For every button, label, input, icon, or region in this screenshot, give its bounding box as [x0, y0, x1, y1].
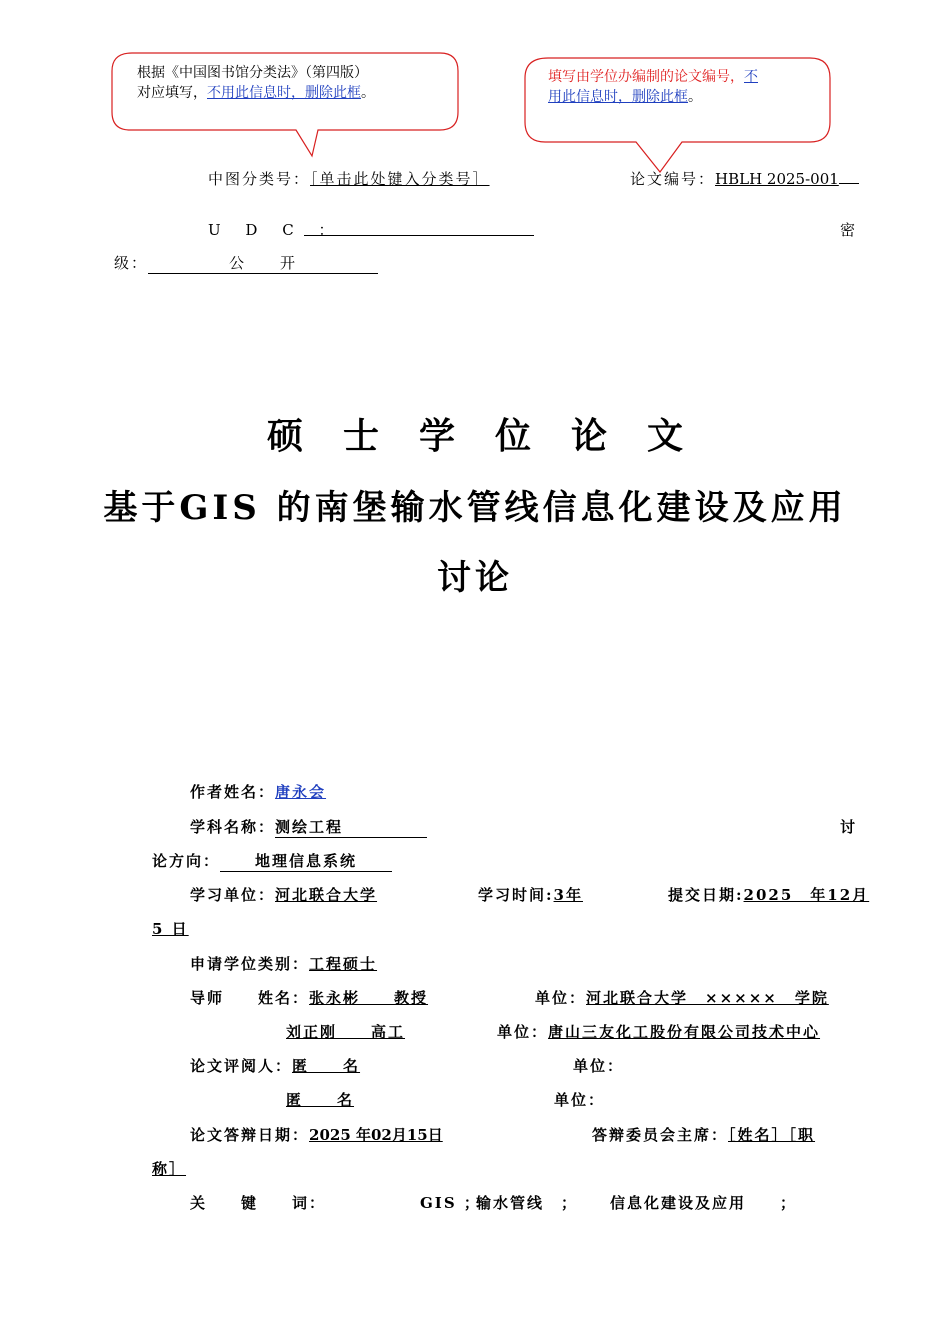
submit-row — [668, 884, 869, 905]
study-time-row — [478, 884, 582, 905]
advisor2-unit-row — [497, 1021, 820, 1042]
advisor1-name[interactable]: 张永彬 教授 — [309, 989, 429, 1007]
keywords-label: 关 键 词： — [190, 1194, 327, 1212]
advisor1-unit-row — [535, 987, 829, 1008]
keyword-2: 输水管线 ； — [476, 1194, 579, 1212]
keywords-row — [190, 1192, 326, 1213]
chair-label: 答辩委员会主席： — [592, 1126, 729, 1144]
advisor2-row — [286, 1021, 405, 1042]
thesis-no-row — [630, 168, 859, 189]
delete-box-link-right-part1[interactable]: 不 — [744, 69, 758, 85]
reviewer1-row — [190, 1055, 360, 1076]
unit-value[interactable]: 河北联合大学 — [275, 886, 378, 904]
advisor2-unit-label: 单位： — [497, 1023, 549, 1041]
author-label: 作者姓名： — [190, 783, 276, 801]
author-value[interactable]: 唐永会 — [275, 783, 327, 801]
callout-right-text: 填写由学位办编制的论文编号，不 用此信息时，删除此框。 — [548, 69, 758, 105]
advisor2-unit[interactable]: 唐山三友化工股份有限公司技术中心 — [548, 1023, 821, 1041]
udc-label: U D C ： — [208, 221, 344, 239]
thesis-title-line2: 讨论 — [437, 558, 513, 598]
reviewer2-row — [286, 1089, 354, 1110]
degree-type-value[interactable]: 工程硕士 — [309, 955, 378, 973]
delete-box-link-left[interactable]: 不用此信息时，删除此框 — [207, 85, 361, 101]
direction-value[interactable]: 地理信息系统 — [220, 850, 392, 872]
thesis-no-label: 论文编号： — [630, 170, 716, 188]
degree-type-row — [190, 953, 377, 974]
secret-value[interactable]: 公 开 — [148, 252, 378, 274]
callout-left-text: 根据《中国图书馆分类法》（第四版） 对应填写，不用此信息时，删除此框。 — [137, 65, 375, 101]
submit-label: 提交日期: — [668, 886, 744, 904]
keyword-1: GIS ； — [420, 1194, 481, 1212]
chair-row — [592, 1124, 815, 1145]
unit-label: 学习单位： — [190, 886, 276, 904]
callout-left-line2: 对应填写， — [137, 85, 207, 101]
reviewer2-name[interactable]: 匿 名 — [286, 1091, 355, 1109]
udc-input[interactable] — [304, 219, 534, 236]
study-time-value[interactable]: 3年 — [553, 886, 583, 904]
submit-value-part2: 5 日 — [152, 920, 189, 938]
direction-label: 论方向： — [152, 852, 221, 870]
clc-label: 中图分类号： — [208, 170, 311, 188]
defense-date-row — [190, 1124, 443, 1145]
advisor2-name[interactable]: 刘正刚 高工 — [286, 1023, 406, 1041]
direction-row — [152, 850, 392, 872]
thesis-no-value[interactable]: HBLH 2025-001 — [715, 170, 839, 188]
advisor1-row — [190, 987, 428, 1008]
defense-date-label: 论文答辩日期： — [190, 1126, 310, 1144]
submit-value[interactable]: 2025 年12月 — [743, 886, 870, 904]
subject-row — [190, 816, 427, 838]
chair-value[interactable]: ［姓名］［职 — [728, 1126, 816, 1144]
reviewer-label: 论文评阅人： — [190, 1057, 293, 1075]
thesis-title-line1: 基于GIS 的南堡输水管线信息化建设及应用 — [103, 488, 847, 528]
advisor1-unit[interactable]: 河北联合大学 ××××× 学院 — [586, 989, 829, 1007]
clc-input[interactable]: ［单击此处键入分类号］ — [310, 170, 490, 188]
defense-date-value[interactable]: 2025 年02月15日 — [309, 1126, 443, 1144]
secret-label-part1: 密 — [840, 221, 858, 239]
degree-title: 硕士学位论文 — [266, 415, 723, 457]
direction-label-part1: 讨 — [840, 818, 858, 836]
secret-row — [114, 252, 378, 274]
degree-type-label: 申请学位类别： — [190, 955, 310, 973]
reviewer1-unit: 单位： — [573, 1057, 625, 1075]
keyword-3: 信息化建设及应用 ； — [610, 1194, 798, 1212]
advisor1-unit-label: 单位： — [535, 989, 587, 1007]
subject-label: 学科名称： — [190, 818, 276, 836]
callout-left-line1: 根据《中国图书馆分类法》（第四版） — [137, 65, 368, 81]
author-row — [190, 781, 326, 802]
chair-value-part2: 称］ — [152, 1160, 187, 1178]
secret-label: 级： — [114, 254, 149, 272]
clc-row — [208, 168, 490, 189]
reviewer2-unit: 单位： — [554, 1091, 606, 1109]
subject-value[interactable]: 测绘工程 — [275, 816, 427, 838]
advisor-label: 导师 姓名： — [190, 989, 310, 1007]
callout-right-line1: 填写由学位办编制的论文编号， — [548, 69, 744, 85]
unit-row — [190, 884, 377, 905]
reviewer1-name[interactable]: 匿 名 — [292, 1057, 361, 1075]
delete-box-link-right-part2[interactable]: 用此信息时，删除此框 — [548, 89, 688, 105]
study-time-label: 学习时间: — [478, 886, 554, 904]
